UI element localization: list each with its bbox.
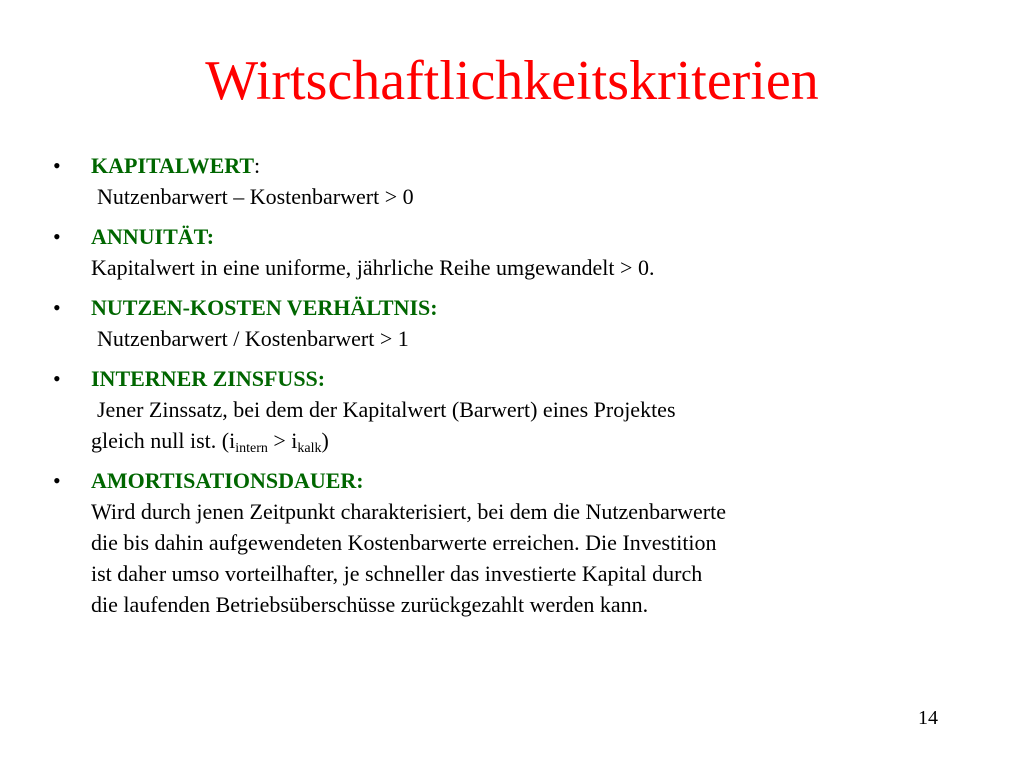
item-text: ist daher umso vorteilhafter, je schneller das investierte Kapital durch bbox=[91, 561, 703, 586]
item-heading: KAPITALWERT bbox=[91, 153, 255, 178]
item-text: Nutzenbarwert / Kostenbarwert > 1 bbox=[97, 326, 409, 351]
bullet-icon: • bbox=[53, 224, 61, 249]
bullet-icon: • bbox=[53, 366, 61, 391]
bullet-icon: • bbox=[53, 295, 61, 320]
item-heading: AMORTISATIONSDAUER: bbox=[91, 468, 364, 493]
item-heading: NUTZEN-KOSTEN VERHÄLTNIS: bbox=[91, 295, 438, 320]
item-text: die bis dahin aufgewendeten Kostenbarwerte erreichen. Die Investition bbox=[91, 530, 717, 555]
list-item-annuitaet bbox=[50, 221, 950, 283]
list-item-kapitalwert bbox=[50, 150, 950, 212]
item-heading: INTERNER ZINSFUSS: bbox=[91, 366, 326, 391]
item-heading: ANNUITÄT: bbox=[91, 224, 215, 249]
item-text: Jener Zinssatz, bei dem der Kapitalwert (Barwert) eines Projektes bbox=[97, 397, 676, 422]
item-text: Nutzenbarwert – Kostenbarwert > 0 bbox=[97, 184, 414, 209]
list-item-amortisationsdauer bbox=[50, 465, 950, 620]
item-text: Wird durch jenen Zeitpunkt charakterisiert, bei dem die Nutzenbarwerte bbox=[91, 499, 727, 524]
bullet-icon: • bbox=[53, 153, 61, 178]
formula-close: ) bbox=[321, 428, 329, 453]
bullet-list bbox=[50, 150, 950, 620]
item-text: Kapitalwert in eine uniforme, jährliche Reihe umgewandelt > 0. bbox=[91, 255, 655, 280]
list-item-interner-zinsfuss bbox=[50, 363, 950, 456]
item-heading-suffix: : bbox=[254, 153, 261, 178]
slide-title: Wirtschaftlichkeitskriterien bbox=[205, 50, 819, 112]
formula-operator: > bbox=[267, 428, 292, 453]
formula-right-sub: kalk bbox=[297, 441, 322, 456]
formula-right-var: i bbox=[291, 428, 298, 453]
item-text: gleich null ist. ( bbox=[91, 428, 230, 453]
formula-left-sub: intern bbox=[235, 441, 268, 456]
item-heading-line bbox=[91, 150, 950, 181]
list-item-nutzen-kosten-verhaeltnis bbox=[50, 292, 950, 354]
bullet-icon: • bbox=[53, 468, 61, 493]
page-number: 14 bbox=[918, 707, 938, 729]
item-text: die laufenden Betriebsüberschüsse zurückgezahlt werden kann. bbox=[91, 592, 649, 617]
formula-left-var: i bbox=[229, 428, 236, 453]
item-text-formula-line bbox=[91, 425, 950, 456]
